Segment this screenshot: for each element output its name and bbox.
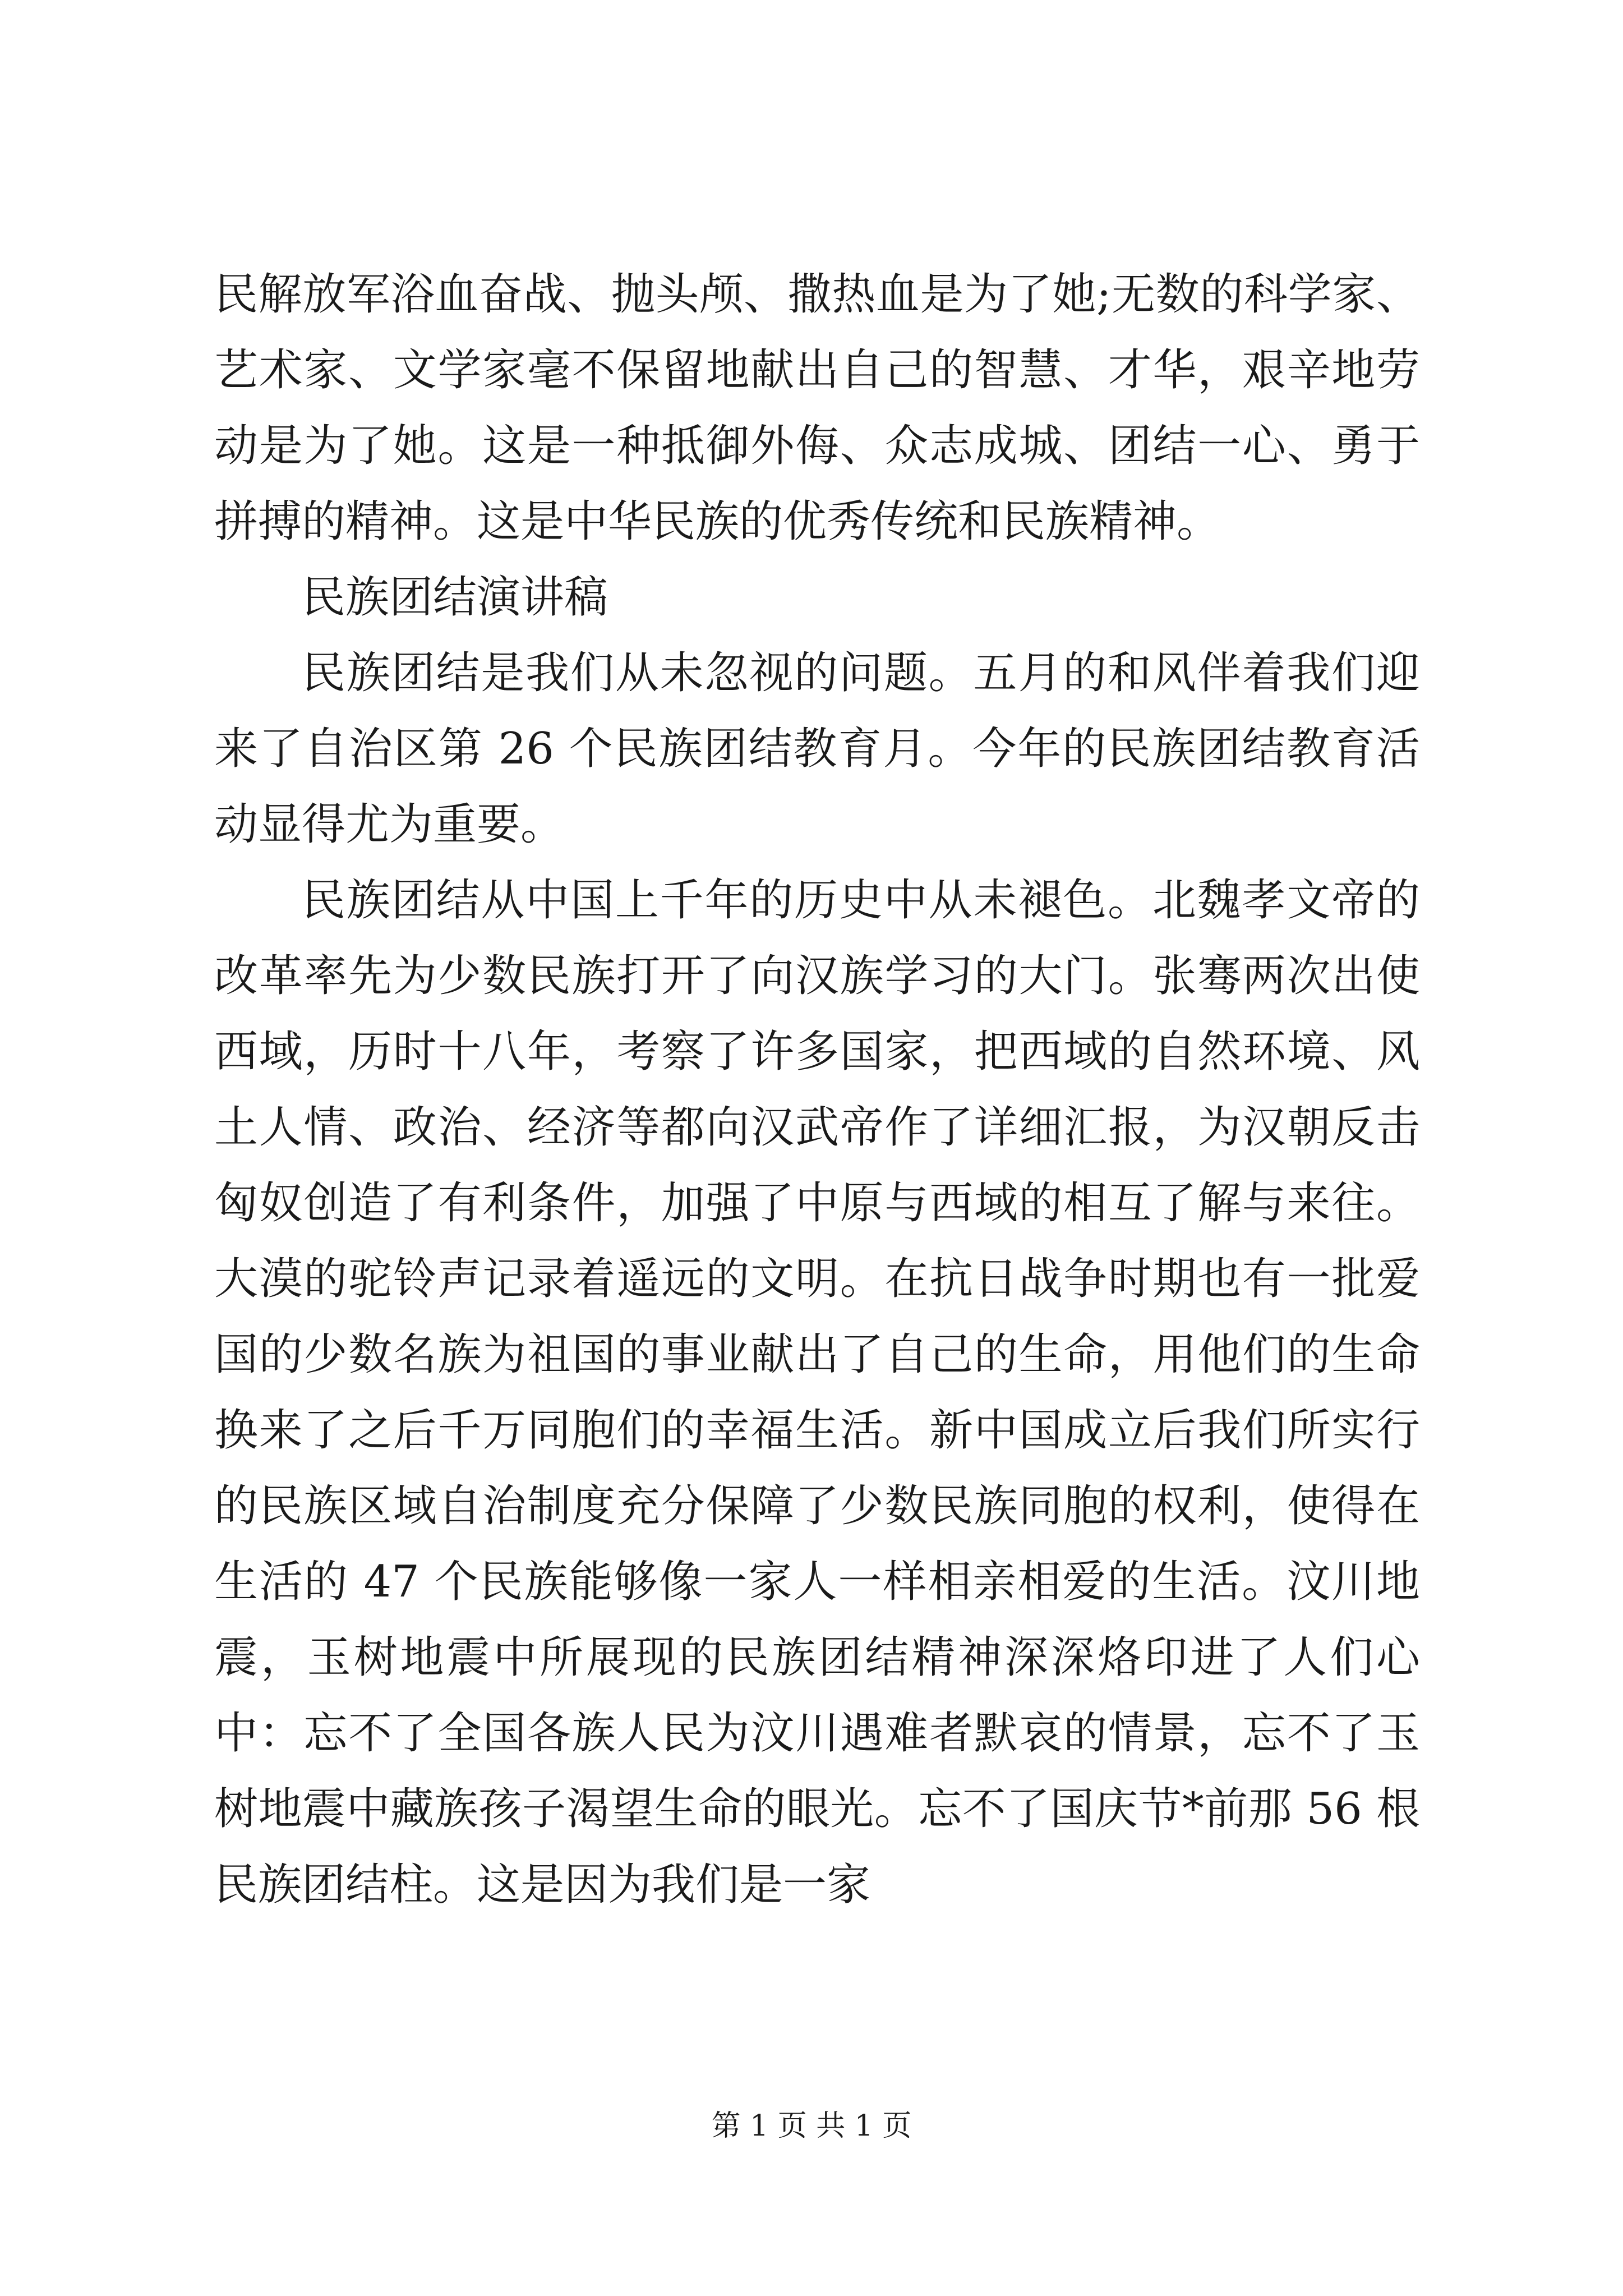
page-number-footer: 第 1 页 共 1 页	[711, 2109, 912, 2143]
paragraph-intro: 民族团结是我们从未忽视的问题。五月的和风伴着我们迎来了自治区第 26 个民族团结教育月。今年的民族团结教育活动显得尤为重要。	[214, 648, 1420, 850]
paragraph-history: 民族团结从中国上千年的历史中从未褪色。北魏孝文帝的改革率先为少数民族打开了向汉族学习的大门。张骞两次出使西域，历时十八年，考察了许多国家，把西域的自然环境、风土人情、政治、经济等都向汉武帝作了详细汇报，为汉朝反击匈奴创造了有利条件，加强了中原与西域的相互了解与来往。大漠的驼铃声记录着遥远的文明。在抗日战争时期也有一批爱国的少数名族为祖国的事业献出了自己的生命，用他们的生命换来了之后千万同胞们的幸福生活。新中国成立后我们所实行的民族区域自治制度充分保障了少数民族同胞的权利，使得在生活的 47 个民族能够像一家人一样相亲相爱的生活。汶川地震，玉树地震中所展现的民族团结精神深深烙印进了人们心中：忘不了全国各族人民为汶川遇难者默哀的情景，忘不了玉树地震中藏族孩子渴望生命的眼光。忘不了国庆节*前那 56 根民族团结柱。这是因为我们是一家	[214, 875, 1420, 1910]
paragraph-continuation: 民解放军浴血奋战、抛头颅、撒热血是为了她;无数的科学家、艺术家、文学家毫不保留地献出自己的智慧、才华，艰辛地劳动是为了她。这是一种抵御外侮、众志成城、团结一心、勇于拼搏的精神。这是中华民族的优秀传统和民族精神。	[214, 269, 1420, 547]
section-heading: 民族团结演讲稿	[302, 572, 608, 623]
document-body	[214, 257, 1420, 1923]
